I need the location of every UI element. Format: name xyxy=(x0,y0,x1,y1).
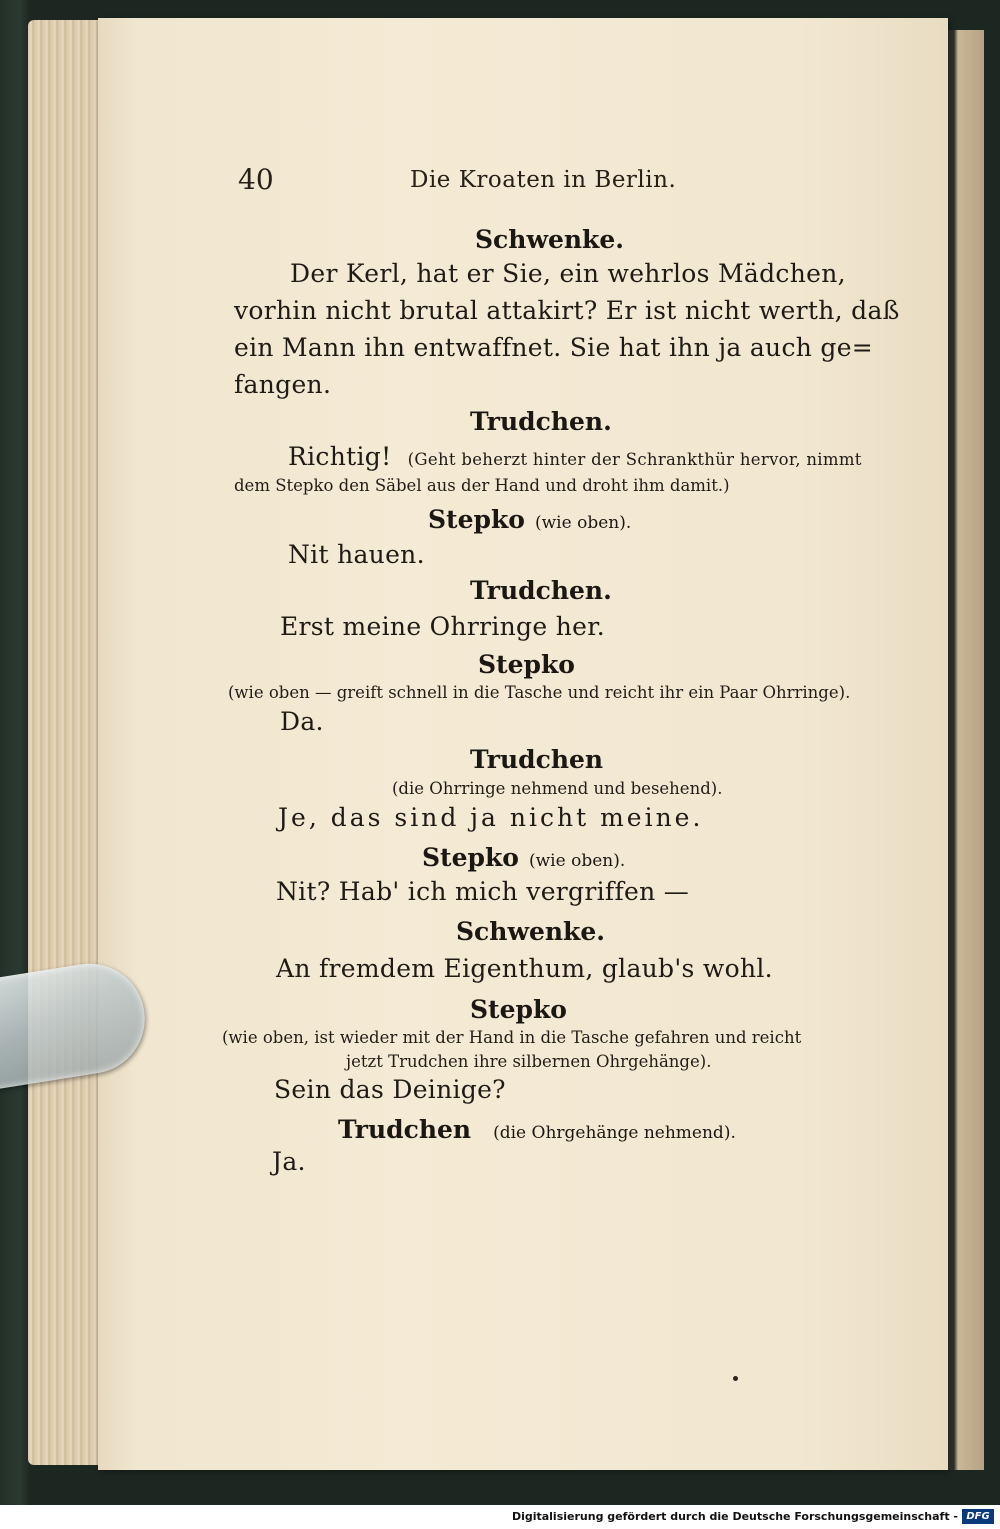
page-header xyxy=(140,163,830,203)
stage-direction: jetzt Trudchen ihre silbernen Ohrgehänge). xyxy=(346,1052,712,1071)
stage-direction: (Geht beherzt hinter der Schrankthür hervor, nimmt xyxy=(407,450,862,469)
speaker-name: Schwenke. xyxy=(475,225,624,254)
dialogue-line: ein Mann ihn entwaffnet. Sie hat ihn ja auch ge= xyxy=(234,333,874,362)
speaker-name: Stepko xyxy=(422,843,519,872)
stage-direction: (die Ohrringe nehmend und besehend). xyxy=(392,779,723,798)
dfg-logo: DFG xyxy=(962,1509,994,1524)
dialogue-line: Sein das Deinige? xyxy=(274,1075,506,1104)
dialogue-line: Nit hauen. xyxy=(288,540,425,569)
speaker-name: Trudchen. xyxy=(470,576,612,605)
dialogue-line: Da. xyxy=(280,707,324,736)
dialogue-line: vorhin nicht brutal attakirt? Er ist nicht werth, daß xyxy=(234,296,900,325)
speaker-name: Trudchen xyxy=(470,745,604,774)
speaker-with-direction xyxy=(428,505,631,534)
stage-direction: dem Stepko den Säbel aus der Hand und droht ihm damit.) xyxy=(234,476,730,495)
speaker-name: Stepko xyxy=(470,995,567,1024)
stage-direction: (wie oben, ist wieder mit der Hand in die Tasche gefahren und reicht xyxy=(222,1028,802,1047)
dialogue-line: fangen. xyxy=(234,370,332,399)
speaker-name: Stepko xyxy=(478,650,575,679)
speaker-name: Schwenke. xyxy=(456,917,605,946)
dialogue-line: Ja. xyxy=(272,1147,306,1176)
dialogue-line xyxy=(288,442,862,471)
speaker-name: Trudchen. xyxy=(470,407,612,436)
speaker-with-direction xyxy=(338,1115,736,1144)
stage-direction: (wie oben). xyxy=(529,851,626,871)
speaker-name: Trudchen xyxy=(338,1115,472,1144)
dialogue-line: Erst meine Ohrringe her. xyxy=(280,612,605,641)
stage-direction: (wie oben). xyxy=(535,513,632,533)
footer-credit: Digitalisierung gefördert durch die Deutsche Forschungsgemeinschaft - xyxy=(511,1510,958,1523)
stage-direction: (wie oben — greift schnell in die Tasche und reicht ihr ein Paar Ohrringe). xyxy=(228,683,851,702)
stage-direction: (die Ohrgehänge nehmend). xyxy=(493,1123,736,1143)
dialogue-text: Richtig! xyxy=(288,442,392,471)
running-title: Die Kroaten in Berlin. xyxy=(410,167,677,193)
speaker-name: Stepko xyxy=(428,505,525,534)
dialogue-line: An fremdem Eigenthum, glaub's wohl. xyxy=(276,954,773,983)
dialogue-line: Je, das sind ja nicht meine. xyxy=(278,803,704,832)
digitization-footer xyxy=(0,1505,1000,1529)
page-number: 40 xyxy=(238,163,274,196)
dialogue-line: Nit? Hab' ich mich vergriffen — xyxy=(276,877,690,906)
dialogue-line: Der Kerl, hat er Sie, ein wehrlos Mädchen, xyxy=(290,259,846,288)
book-right-edge xyxy=(944,30,984,1470)
ink-dot xyxy=(733,1376,738,1381)
speaker-with-direction xyxy=(422,843,625,872)
page-stack-edge xyxy=(28,20,108,1465)
